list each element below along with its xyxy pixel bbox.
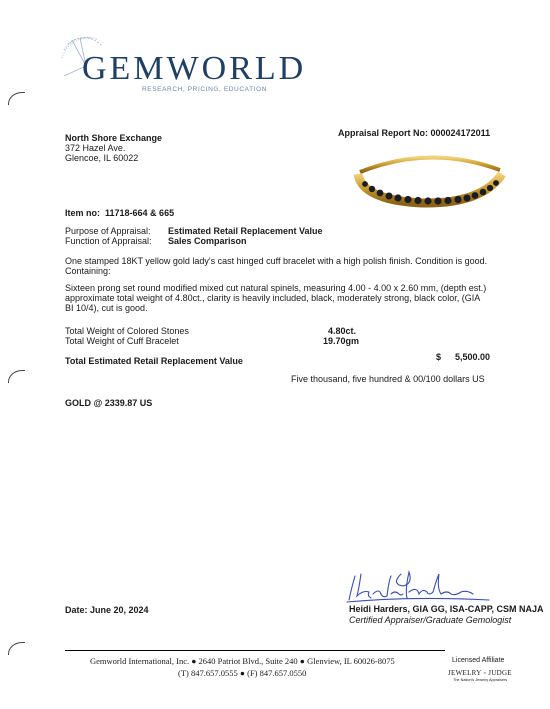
affiliate-tagline: The Nation's Jewelry Appraisers (453, 678, 508, 682)
client-address-line1: 372 Hazel Ave. (65, 143, 126, 153)
total-currency: $ (436, 352, 442, 362)
total-in-words: Five thousand, five hundred & 00/100 dollars US (291, 374, 485, 384)
client-name: North Shore Exchange (65, 133, 163, 143)
function-label: Function of Appraisal: (65, 236, 152, 246)
report-number (338, 128, 490, 138)
stones-weight-label: Total Weight of Colored Stones (65, 326, 189, 336)
item-number-value: 11718-664 & 665 (105, 208, 175, 218)
bracelet-photo (352, 148, 508, 208)
function-value: Sales Comparison (168, 236, 247, 246)
footer-phone: (T) 847.657.0555 ● (F) 847.657.0550 (178, 668, 307, 678)
cuff-weight-label: Total Weight of Cuff Bracelet (65, 336, 179, 346)
appraiser-signature (343, 566, 493, 606)
stones-weight-value: 4.80ct. (328, 326, 357, 336)
footer-divider (65, 650, 445, 651)
logo-wordmark: GEMWORLD (82, 50, 307, 87)
report-number-value: 000024172011 (430, 128, 491, 138)
report-number-label: Appraisal Report No: (338, 128, 429, 138)
gold-price: GOLD @ 2339.87 US (65, 398, 153, 408)
purpose-label: Purpose of Appraisal: (65, 226, 151, 236)
punch-hole-mark (8, 92, 25, 105)
appraiser-title: Certified Appraiser/Graduate Gemologist (349, 615, 512, 625)
punch-hole-mark (8, 370, 25, 383)
item-number (65, 208, 174, 218)
footer-address: Gemworld International, Inc. ● 2640 Patriot Blvd., Suite 240 ● Glenview, IL 60026-8075 (90, 656, 395, 666)
cuff-weight-value: 19.70gm (323, 336, 360, 346)
purpose-value: Estimated Retail Replacement Value (168, 226, 323, 236)
logo-tagline: RESEARCH, PRICING, EDUCATION (142, 86, 268, 93)
item-number-label: Item no: (65, 208, 100, 218)
total-value-label: Total Estimated Retail Replacement Value (65, 356, 243, 366)
affiliate-logo: JEWELRY ◦ JUDGE (448, 669, 512, 677)
client-address-line2: Glencoe, IL 60022 (65, 153, 139, 163)
affiliate-label: Licensed Affiliate (452, 657, 505, 664)
item-description: One stamped 18KT yellow gold lady's cast hinged cuff bracelet with a high polish finish. Condition is good. Containing: (65, 256, 488, 276)
appraiser-name: Heidi Harders, GIA GG, ISA-CAPP, CSM NAJA (349, 604, 544, 614)
appraisal-date: Date: June 20, 2024 (65, 605, 149, 615)
stone-description: Sixteen prong set round modified mixed cut natural spinels, measuring 4.00 - 4.00 x 2.60 mm, (depth est.) approximate total weight of 4.80ct., clarity is heavily included, black, moderately strong, black color, (GIA BI 10/4), cut is good. (65, 283, 487, 313)
punch-hole-mark (8, 642, 25, 655)
total-amount: 5,500.00 (455, 352, 491, 362)
